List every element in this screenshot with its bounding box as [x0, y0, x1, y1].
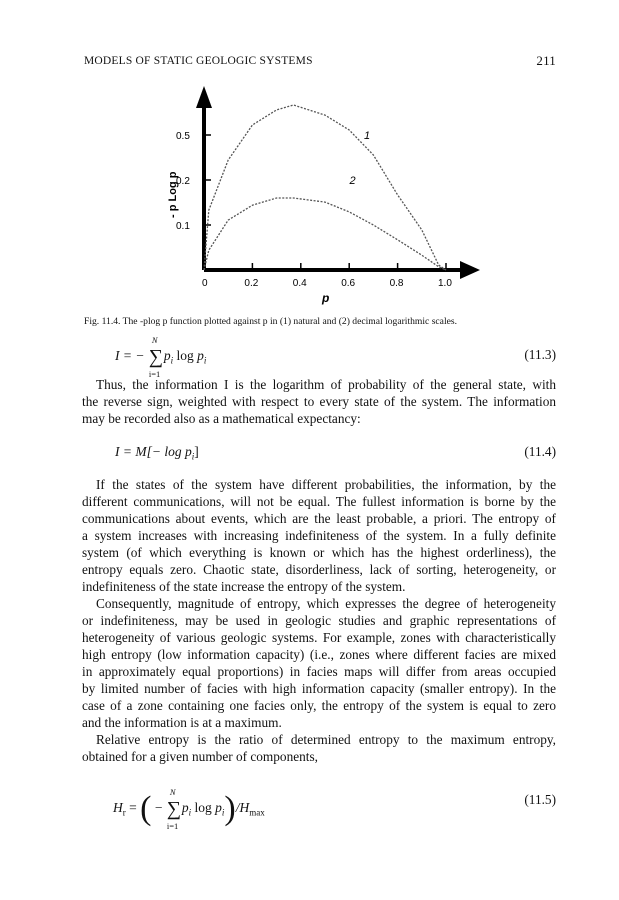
eq-term: p — [184, 444, 192, 459]
x-axis-arrow — [460, 261, 480, 279]
summation-symbol: ∑ N i=1 — [166, 787, 181, 831]
equation-number: (11.5) — [524, 792, 556, 807]
paragraph-line: a system increases with increasing indefiniteness of the system. In a fully definite — [82, 528, 556, 543]
x-axis-label: p — [322, 291, 330, 305]
equation-number: (11.4) — [524, 444, 556, 459]
x-tick-label: 0.4 — [292, 278, 307, 289]
equation-number: (11.3) — [524, 347, 556, 362]
figure-caption: Fig. 11.4. The -plog p function plotted against p in (1) natural and (2) decimal logarithmic scales. — [84, 316, 457, 327]
paragraph-line: by limited number of facies with high information capacity (smaller entropy). In the — [82, 681, 556, 696]
sum-upper: N — [169, 787, 176, 797]
y-tick-label: 0.2 — [176, 176, 190, 187]
x-tick-label: 1.0 — [438, 278, 452, 289]
eq-term: p — [181, 800, 189, 815]
paragraph-line: different communications, will not be equal. The fullest information is borne by the — [82, 494, 556, 509]
x-tick-label: 0.8 — [389, 278, 404, 289]
equation-11-5 — [113, 787, 265, 831]
y-tick-label: 0.1 — [176, 221, 190, 232]
eq-lhs: H — [113, 800, 123, 815]
paragraph-line: obtained for a given number of components, — [82, 749, 318, 764]
x-tick-label: 0.6 — [341, 278, 356, 289]
eq-log: log — [191, 800, 216, 815]
series-2-label: 2 — [349, 175, 356, 187]
x-tick-label: 0.2 — [244, 278, 259, 289]
paragraph-line: Consequently, magnitude of entropy, which expresses the degree of heterogeneity — [96, 596, 556, 611]
paragraph-line: Relative entropy is the ratio of determined entropy to the maximum entropy, — [96, 732, 556, 747]
entropy-function-chart — [150, 80, 490, 305]
paragraph-line: system (of which everything is known or which has the highest orderliness), the — [82, 545, 556, 560]
eq-sub: i — [191, 451, 195, 462]
paragraph-line: in approximately equal proportions) in facies maps will differ from areas occupied — [82, 664, 556, 679]
paragraph-line: communications about events, which are the least probable, a priori. The entropy of — [82, 511, 556, 526]
eq-equals: = — [125, 800, 141, 815]
eq-sub: i — [221, 807, 225, 818]
y-tick-label: 0.5 — [176, 131, 190, 142]
eq-log: log — [173, 348, 198, 363]
eq-sub: i — [170, 355, 174, 366]
eq-minus: − — [154, 800, 163, 815]
eq-term: p — [215, 800, 222, 815]
paragraph-line: high entropy (low information capacity) (i.e., zones where different facies are mixed — [82, 647, 556, 662]
eq-term: p — [163, 348, 171, 363]
paren-open: ( — [140, 790, 152, 827]
paragraph-line: If the states of the system have different probabilities, the information, by the — [96, 477, 556, 492]
sum-upper: N — [151, 335, 158, 345]
y-axis-label: - p Log p — [167, 171, 179, 218]
paren-close: ) — [224, 790, 236, 827]
sum-lower: i=1 — [166, 821, 179, 831]
paragraph-line: case of a zone containing one facies only, the entropy of the system is equal to zero — [82, 698, 556, 713]
series-1-label: 1 — [364, 130, 371, 142]
summation-symbol: ∑ N i=1 — [148, 335, 163, 379]
eq-term: p — [197, 348, 204, 363]
eq-sub: max — [249, 807, 265, 818]
paragraph-line: indefiniteness of the state increase the entropy of the system. — [82, 579, 406, 594]
running-title: MODELS OF STATIC GEOLOGIC SYSTEMS — [84, 55, 313, 67]
eq-sub: i — [203, 355, 207, 366]
paragraph-line: the reverse sign, weighted with respect to every state of the system. The information — [82, 394, 556, 409]
eq-lhs: I = M[− log — [115, 444, 185, 459]
x-tick-label: 0 — [202, 278, 208, 289]
paragraph-line: and the information is at a maximum. — [82, 715, 282, 730]
series-1-curve — [204, 105, 446, 270]
eq-divisor: /H — [235, 800, 250, 815]
eq-sub: i — [188, 807, 192, 818]
equation-11-3 — [115, 335, 207, 379]
eq-sub: r — [122, 807, 126, 818]
paragraph-line: may be recorded also as a mathematical expectancy: — [82, 411, 361, 426]
eq-lhs: I = − — [115, 348, 145, 363]
series-2-curve — [204, 198, 446, 270]
paragraph-line: entropy equals zero. Chaotic state, disorderliness, lack of sorting, heterogeneity, or — [82, 562, 556, 577]
eq-bracket: ] — [194, 444, 199, 459]
sum-lower: i=1 — [148, 369, 161, 379]
paragraph-line: Thus, the information I is the logarithm of probability of the general state, with — [96, 377, 556, 392]
paragraph-line: heterogeneity of various geologic systems. For example, zones with characteristically — [82, 630, 556, 645]
y-axis-arrow — [196, 86, 212, 108]
equation-11-4 — [115, 444, 199, 462]
page-number: 211 — [536, 53, 556, 68]
paragraph-line: or indefiniteness, may be used in geologic studies and graphic representations of — [82, 613, 556, 628]
